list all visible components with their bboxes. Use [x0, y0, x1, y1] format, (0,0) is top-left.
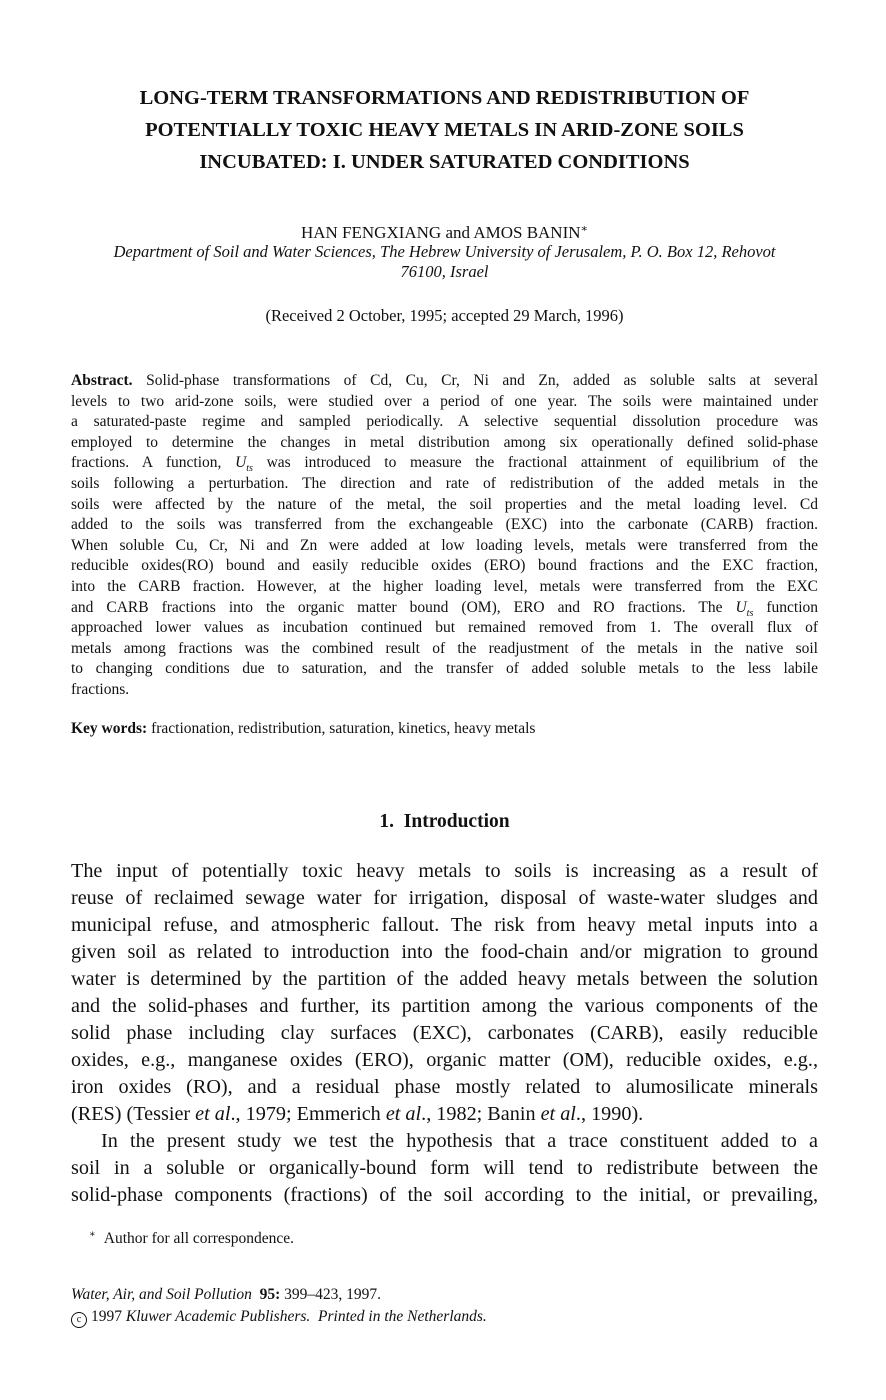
abstract-line: to changing conditions due to saturation, and the transfer of added soluble metals to the less labile: [71, 660, 818, 678]
abstract-label: Abstract.: [71, 372, 133, 389]
body-line: (RES) (Tessier et al., 1979; Emmerich et al., 1982; Banin et al., 1990).: [71, 1103, 644, 1125]
title-line: POTENTIALLY TOXIC HEAVY METALS IN ARID-ZONE SOILS: [145, 119, 744, 141]
abstract-line: When soluble Cu, Cr, Ni and Zn were added at low loading levels, metals were transferred from the: [71, 536, 818, 554]
copyright-year: 1997: [91, 1308, 122, 1325]
journal-info: [71, 1284, 818, 1328]
journal-volume: 95:: [259, 1286, 281, 1303]
body-line: and the solid-phases and further, its partition among the various components of the: [71, 995, 818, 1017]
journal-copyright: [71, 1306, 818, 1328]
uts-symbol: $U_{ts}$: [735, 598, 754, 619]
abstract-line: fractions. A function, $U_{ts}$ was introduced to measure the fractional attainment of equilibrium of the: [71, 454, 819, 475]
abstract-line: fractions.: [71, 680, 130, 698]
body-line: water is determined by the partition of the added heavy metals between the solution: [71, 968, 818, 990]
author-affiliation: [71, 242, 818, 282]
abstract-line: a saturated-paste regime and sampled periodically. A selective sequential dissolution procedure was: [71, 413, 818, 431]
footnote: [89, 1225, 789, 1249]
journal-name: Water, Air, and Soil Pollution: [71, 1286, 252, 1303]
keywords-label: Key words:: [71, 720, 148, 737]
abstract-line: soils following a perturbation. The direction and rate of redistribution of the added metals in the: [71, 474, 818, 492]
printed-location: Printed in the Netherlands.: [318, 1308, 487, 1325]
introduction-body: [71, 858, 818, 1209]
uts-symbol: $U_{ts}$: [235, 454, 253, 475]
citation-etal: et al: [540, 1103, 576, 1125]
abstract: [71, 371, 818, 701]
keywords-text: fractionation, redistribution, saturation, kinetics, heavy metals: [151, 720, 536, 737]
title-line: LONG-TERM TRANSFORMATIONS AND REDISTRIBUTION OF: [139, 87, 750, 109]
abstract-line: Abstract. Solid-phase transformations of Cd, Cu, Cr, Ni and Zn, added as soluble salts at several: [71, 372, 818, 389]
journal-citation: [71, 1284, 818, 1306]
body-line: The input of potentially toxic heavy metals to soils is increasing as a result of: [71, 860, 818, 882]
body-line: In the present study we test the hypothesis that a trace constituent added to a: [101, 1130, 818, 1152]
footnote-marker: ∗: [89, 1229, 96, 1240]
copyright-icon: c: [71, 1312, 87, 1328]
abstract-line: and CARB fractions into the organic matter bound (OM), ERO and RO fractions. The $U_{ts}$ function: [71, 598, 819, 619]
author-list: [71, 219, 818, 243]
body-line: municipal refuse, and atmospheric fallout. The risk from heavy metal inputs into a: [71, 914, 818, 936]
journal-pages: 399–423, 1997.: [284, 1286, 382, 1303]
body-line: reuse of reclaimed sewage water for irrigation, disposal of waste-water sludges and: [71, 887, 818, 909]
body-line: solid phase including clay surfaces (EXC), carbonates (CARB), easily reducible: [71, 1022, 818, 1044]
abstract-line: metals among fractions was the combined result of the readjustment of the metals in the native soil: [71, 639, 818, 657]
publisher-name: Kluwer Academic Publishers.: [125, 1308, 311, 1325]
affiliation-line: Department of Soil and Water Sciences, The Hebrew University of Jerusalem, P. O. Box 12, Rehovot: [113, 242, 776, 261]
author-names: HAN FENGXIANG and AMOS BANIN: [300, 223, 581, 242]
title-line: INCUBATED: I. UNDER SATURATED CONDITIONS: [199, 151, 690, 173]
section-title: Introduction: [403, 811, 510, 832]
abstract-line: soils were affected by the nature of the metal, the soil properties and the metal loading level. Cd: [71, 495, 818, 513]
abstract-line: reducible oxides(RO) bound and easily reducible oxides (ERO) bound fractions and the EXC fraction,: [71, 557, 818, 575]
correspondence-marker: ∗: [580, 223, 589, 235]
body-line: iron oxides (RO), and a residual phase mostly related to alumosilicate minerals: [71, 1076, 818, 1098]
abstract-line: approached lower values as incubation continued but remained removed from 1. The overall flux of: [71, 619, 818, 637]
paper-title: [71, 82, 818, 178]
body-line: soil in a soluble or organically-bound form will tend to redistribute between the: [71, 1157, 818, 1179]
affiliation-line: 76100, Israel: [400, 262, 489, 281]
received-dates: (Received 2 October, 1995; accepted 29 March, 1996): [265, 306, 624, 325]
section-heading: [71, 809, 818, 835]
citation-etal: et al: [385, 1103, 422, 1125]
abstract-line: employed to determine the changes in metal distribution among six operationally defined solid-phase: [71, 433, 818, 451]
section-number: 1.: [379, 811, 395, 832]
body-line: oxides, e.g., manganese oxides (ERO), organic matter (OM), reducible oxides, e.g.,: [71, 1049, 818, 1071]
body-line: solid-phase components (fractions) of the soil according to the initial, or prevailing,: [71, 1184, 818, 1206]
abstract-line: levels to two arid-zone soils, were studied over a period of one year. The soils were maintained under: [71, 392, 818, 410]
footnote-text: Author for all correspondence.: [103, 1230, 295, 1247]
abstract-line: into the CARB fraction. However, at the higher loading level, metals were transferred from the EXC: [71, 577, 818, 595]
body-line: given soil as related to introduction into the food-chain and/or migration to ground: [71, 941, 818, 963]
abstract-line: added to the soils was transferred from the exchangeable (EXC) into the carbonate (CARB) fraction.: [71, 516, 818, 534]
keywords: [71, 719, 818, 739]
citation-etal: et al: [195, 1103, 231, 1125]
